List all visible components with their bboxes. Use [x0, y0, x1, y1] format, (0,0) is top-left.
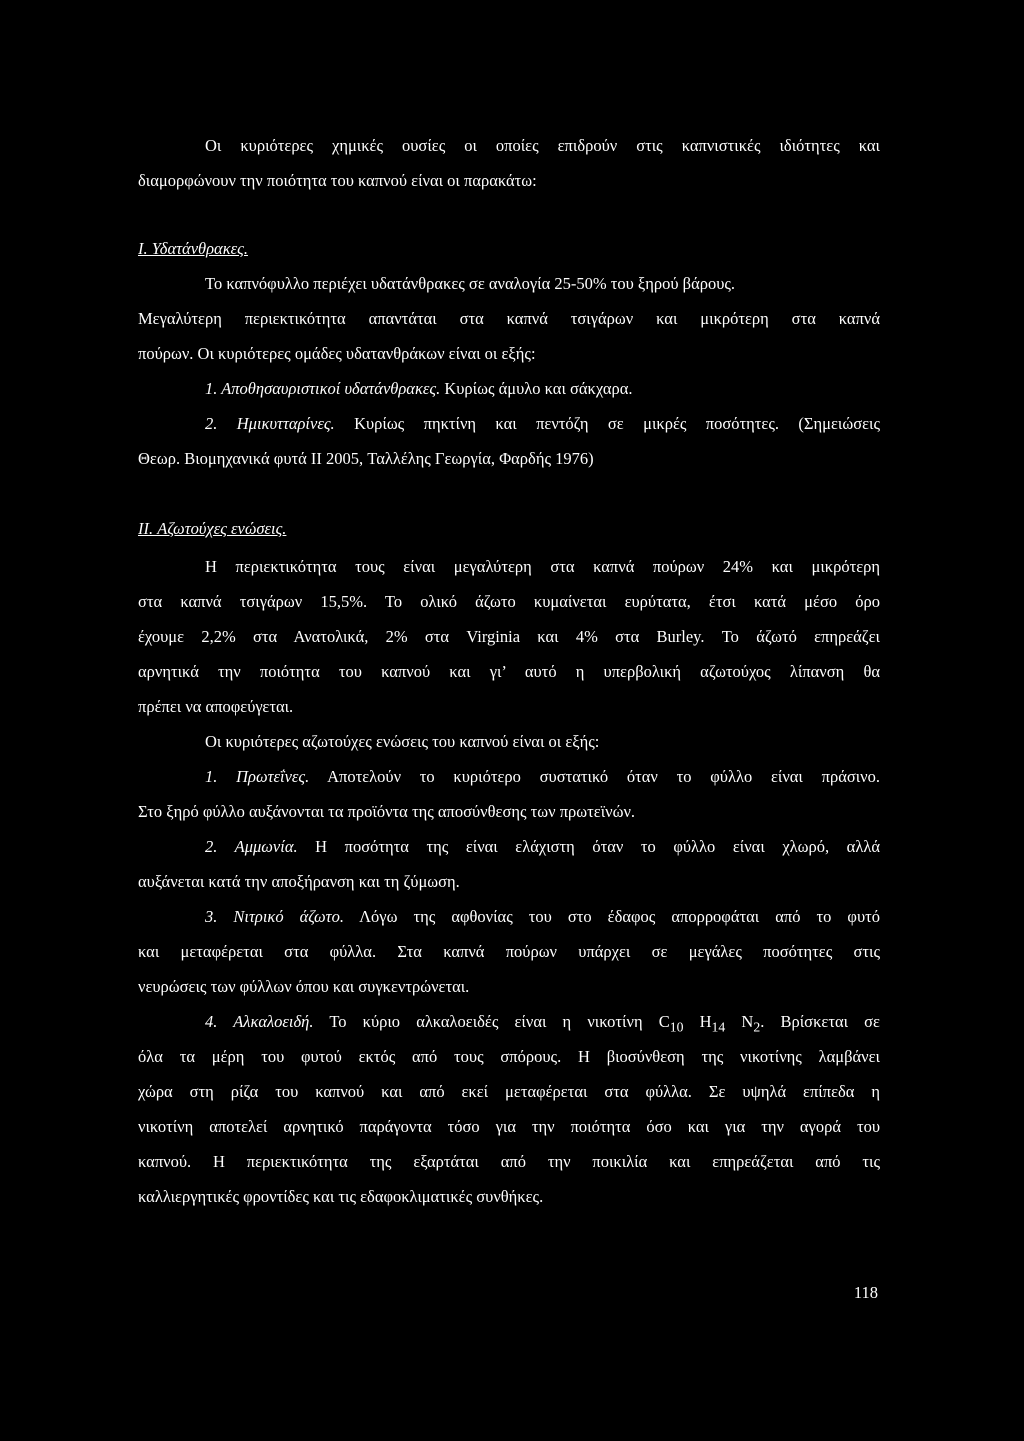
list-item-label: 1. Αποθησαυριστικοί υδατάνθρακες.	[205, 379, 441, 398]
list-item-text: Κυρίως πηκτίνη και πεντόζη σε μικρές ποσότητες. (Σημειώσεις	[334, 414, 880, 433]
list-item	[205, 414, 880, 434]
list-item	[205, 379, 880, 399]
list-item	[205, 907, 880, 927]
paragraph-line: Η περιεκτικότητα τους είναι μεγαλύτερη στα καπνά πούρων 24% και μικρότερη	[205, 557, 880, 576]
formula-element: N	[725, 1012, 754, 1031]
list-item-label: 3. Νιτρικό άζωτο.	[205, 907, 344, 926]
page-number: 118	[853, 1283, 878, 1302]
list-item	[205, 767, 880, 787]
formula-subscript: 2	[753, 1019, 761, 1035]
list-item-text: Αποτελούν το κυριότερο συστατικό όταν το φύλλο είναι πράσινο.	[309, 767, 881, 786]
paragraph-line: Οι κυριότερες αζωτούχες ενώσεις του καπνού είναι οι εξής:	[205, 732, 600, 751]
paragraph-line: αρνητικά την ποιότητα του καπνού και γι’ αυτό η υπερβολική αζωτούχος λίπανση θα	[138, 662, 880, 681]
paragraph-line: νευρώσεις των φύλλων όπου και συγκεντρώνεται.	[138, 977, 470, 996]
paragraph-line: Στο ξηρό φύλλο αυξάνονται τα προϊόντα της αποσύνθεσης των πρωτεϊνών.	[138, 802, 636, 821]
list-item-text: Λόγω της αφθονίας του στο έδαφος απορροφάται από το φυτό	[343, 907, 880, 926]
list-item	[205, 1012, 880, 1037]
list-item	[205, 837, 880, 857]
list-item-label: 2. Ημικυτταρίνες.	[205, 414, 335, 433]
paragraph-line: καπνού. Η περιεκτικότητα της εξαρτάται από την ποικιλία και επηρεάζεται από τις	[138, 1152, 880, 1171]
paragraph-line: χώρα στη ρίζα του καπνού και από εκεί μεταφέρεται στα φύλλα. Σε υψηλά επίπεδα η	[138, 1082, 880, 1101]
paragraph-line: αυξάνεται κατά την αποξήρανση και τη ζύμωση.	[138, 872, 460, 891]
paragraph-line: Μεγαλύτερη περιεκτικότητα απαντάται στα καπνά τσιγάρων και μικρότερη στα καπνά	[138, 309, 880, 328]
paragraph-line: πούρων. Οι κυριότερες ομάδες υδατανθράκων είναι οι εξής:	[138, 344, 536, 363]
paragraph-line: πρέπει να αποφεύγεται.	[138, 697, 294, 716]
intro-line: διαμορφώνουν την ποιότητα του καπνού είναι οι παρακάτω:	[138, 171, 537, 190]
list-item-label: 2. Αμμωνία.	[205, 837, 298, 856]
paragraph-line: έχουμε 2,2% στα Ανατολικά, 2% στα Virginia και 4% στα Burley. Το άζωτό επηρεάζει	[138, 627, 880, 646]
list-item-label: 1. Πρωτεΐνες.	[205, 767, 310, 786]
intro-line: Οι κυριότερες χημικές ουσίες οι οποίες επιδρούν στις καπνιστικές ιδιότητες και	[205, 136, 880, 155]
formula-element: H	[683, 1012, 712, 1031]
formula-subscript: 14	[711, 1019, 726, 1035]
paragraph-line: νικοτίνη αποτελεί αρνητικό παράγοντα τόσο για την ποιότητα όσο και για την αγορά του	[138, 1117, 880, 1136]
paragraph-line: στα καπνά τσιγάρων 15,5%. Το ολικό άζωτο κυμαίνεται ευρύτατα, έτσι κατά μέσο όρο	[138, 592, 880, 611]
list-item-text: Κυρίως άμυλο και σάκχαρα.	[440, 379, 633, 398]
list-item-label: 4. Αλκαλοειδή.	[205, 1012, 314, 1031]
list-item-text: Το κύριο αλκαλοειδές είναι η νικοτίνη C	[313, 1012, 670, 1031]
section-heading: II. Αζωτούχες ενώσεις.	[138, 519, 287, 538]
list-item-text: Η ποσότητα της είναι ελάχιστη όταν το φύλλο είναι χλωρό, αλλά	[297, 837, 880, 856]
list-item-text: . Βρίσκεται σε	[760, 1012, 880, 1031]
paragraph-line: Το καπνόφυλλο περιέχει υδατάνθρακες σε αναλογία 25-50% του ξηρού βάρους.	[205, 274, 736, 293]
paragraph-line: και μεταφέρεται στα φύλλα. Στα καπνά πούρων υπάρχει σε μεγάλες ποσότητες στις	[138, 942, 880, 961]
section-heading: I. Υδατάνθρακες.	[138, 239, 248, 258]
formula-subscript: 10	[669, 1019, 684, 1035]
paragraph-line: όλα τα μέρη του φυτού εκτός από τους σπόρους. Η βιοσύνθεση της νικοτίνης λαμβάνει	[138, 1047, 880, 1066]
paragraph-line: Θεωρ. Βιομηχανικά φυτά II 2005, Ταλλέλης Γεωργία, Φαρδής 1976)	[138, 449, 594, 468]
paragraph-line: καλλιεργητικές φροντίδες και τις εδαφοκλιματικές συνθήκες.	[138, 1187, 544, 1206]
